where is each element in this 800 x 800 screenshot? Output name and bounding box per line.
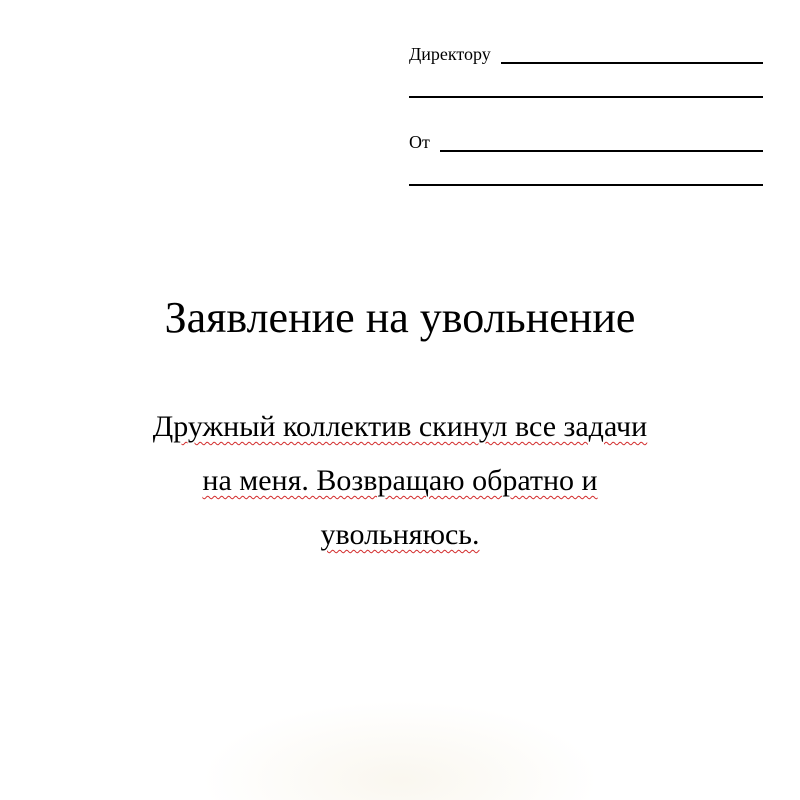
director-line	[409, 40, 763, 64]
document-title: Заявление на увольнение	[164, 293, 636, 342]
faded-watermark	[200, 700, 600, 800]
body-line-2: на меня. Возвращаю обратно и	[202, 464, 598, 497]
from-label: От	[409, 132, 430, 152]
director-label: Директору	[409, 44, 491, 64]
body-line-3: увольняюсь.	[320, 518, 480, 551]
director-blank	[501, 62, 763, 64]
body-line-1: Дружный коллектив скинул все задачи	[152, 410, 648, 443]
statement-body	[60, 400, 740, 562]
from-blank	[440, 150, 763, 152]
from-line	[409, 128, 763, 152]
director-blank-line-2	[409, 96, 763, 98]
from-blank-line-2	[409, 184, 763, 186]
